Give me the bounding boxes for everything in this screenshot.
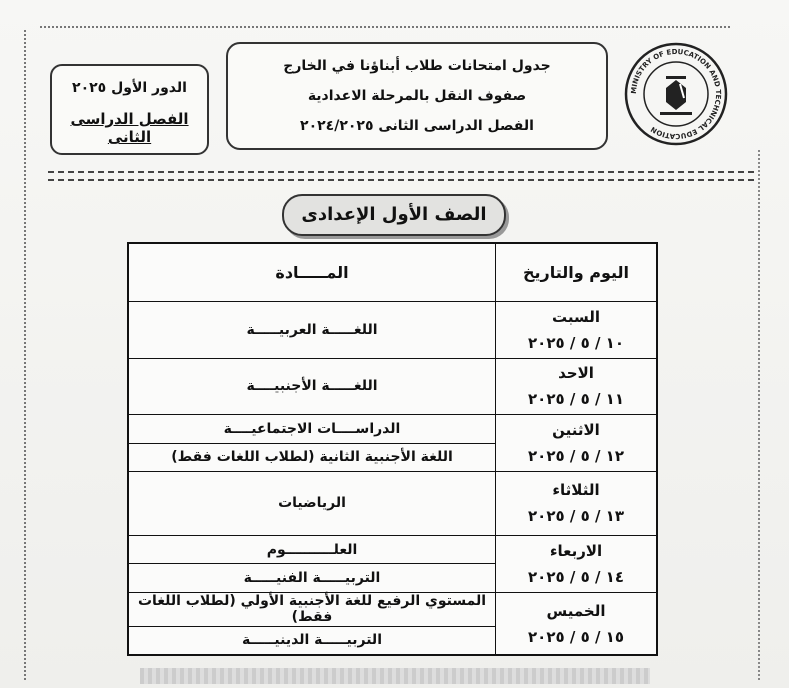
table-header-row bbox=[128, 243, 657, 302]
day-date: ١٤ / ٥ / ٢٠٢٥ bbox=[528, 567, 624, 586]
day-date: ١٠ / ٥ / ٢٠٢٥ bbox=[528, 333, 624, 352]
day-name: الثلاثاء bbox=[552, 481, 600, 500]
day-cell bbox=[496, 472, 658, 535]
dotted-border-left bbox=[24, 30, 32, 680]
dashed-separator bbox=[48, 171, 754, 181]
header-subject: المـــــادة bbox=[128, 243, 496, 302]
day-date: ١١ / ٥ / ٢٠٢٥ bbox=[528, 390, 624, 409]
subject-cell: اللغة الأجنبية الثانية (لطلاب اللغات فقط) bbox=[128, 443, 496, 472]
table-row bbox=[128, 535, 657, 564]
day-cell bbox=[496, 535, 658, 592]
day-name: السبت bbox=[551, 307, 601, 326]
day-cell bbox=[496, 302, 658, 358]
table-row bbox=[128, 358, 657, 414]
dotted-border-right bbox=[758, 150, 766, 680]
day-name: الخميس bbox=[546, 601, 606, 620]
term-label: الفصل الدراسى الثانى bbox=[70, 110, 189, 146]
schedule-subtitle: صفوف النقل بالمرحلة الاعدادية bbox=[307, 88, 527, 104]
session-label: الدور الأول ٢٠٢٥ bbox=[72, 80, 187, 96]
day-cell bbox=[496, 414, 658, 471]
subject-cell: التربيـــــة الدينيـــــة bbox=[128, 626, 496, 655]
seal-ring-text: MINISTRY OF EDUCATION AND TECHNICAL EDUCATION bbox=[629, 47, 723, 141]
day-cell bbox=[496, 593, 658, 655]
day-date: ١٥ / ٥ / ٢٠٢٥ bbox=[528, 627, 624, 646]
day-cell bbox=[496, 358, 658, 414]
schedule-title: جدول امتحانات طلاب أبناؤنا في الخارج bbox=[283, 58, 551, 74]
day-name: الاحد bbox=[558, 364, 594, 383]
ministry-of-education-seal-icon bbox=[622, 40, 730, 148]
day-name: الاربعاء bbox=[549, 541, 603, 560]
session-box bbox=[50, 64, 209, 155]
schedule-term: الفصل الدراسى الثانى ٢٠٢٤/٢٠٢٥ bbox=[300, 118, 534, 134]
subject-cell: الدراســــات الاجتماعيــــة bbox=[128, 414, 496, 443]
day-name: الاثنين bbox=[552, 421, 600, 440]
table-row bbox=[128, 593, 657, 627]
subject-cell: الرياضيات bbox=[128, 472, 496, 535]
exam-schedule-table bbox=[127, 242, 658, 656]
table-row bbox=[128, 302, 657, 358]
subject-cell: اللغـــــة الأجنبيــــة bbox=[128, 358, 496, 414]
subject-cell: اللغـــــة العربيـــــة bbox=[128, 302, 496, 358]
title-box bbox=[226, 42, 608, 150]
table-row bbox=[128, 414, 657, 443]
subject-cell: العلــــــــــوم bbox=[128, 535, 496, 564]
day-date: ١٢ / ٥ / ٢٠٢٥ bbox=[528, 447, 624, 466]
table-row bbox=[128, 472, 657, 535]
bottom-decorative-strip bbox=[140, 668, 650, 684]
day-date: ١٣ / ٥ / ٢٠٢٥ bbox=[528, 507, 624, 526]
grade-title: الصف الأول الإعدادى bbox=[282, 194, 506, 236]
subject-cell: المستوي الرفيع للغة الأجنبية الأولي (لطلاب اللغات فقط) bbox=[128, 593, 496, 627]
dotted-border-top bbox=[40, 26, 730, 38]
subject-cell: التربيـــــة الفنيـــــة bbox=[128, 564, 496, 593]
header-day-date: اليوم والتاريخ bbox=[496, 243, 658, 302]
